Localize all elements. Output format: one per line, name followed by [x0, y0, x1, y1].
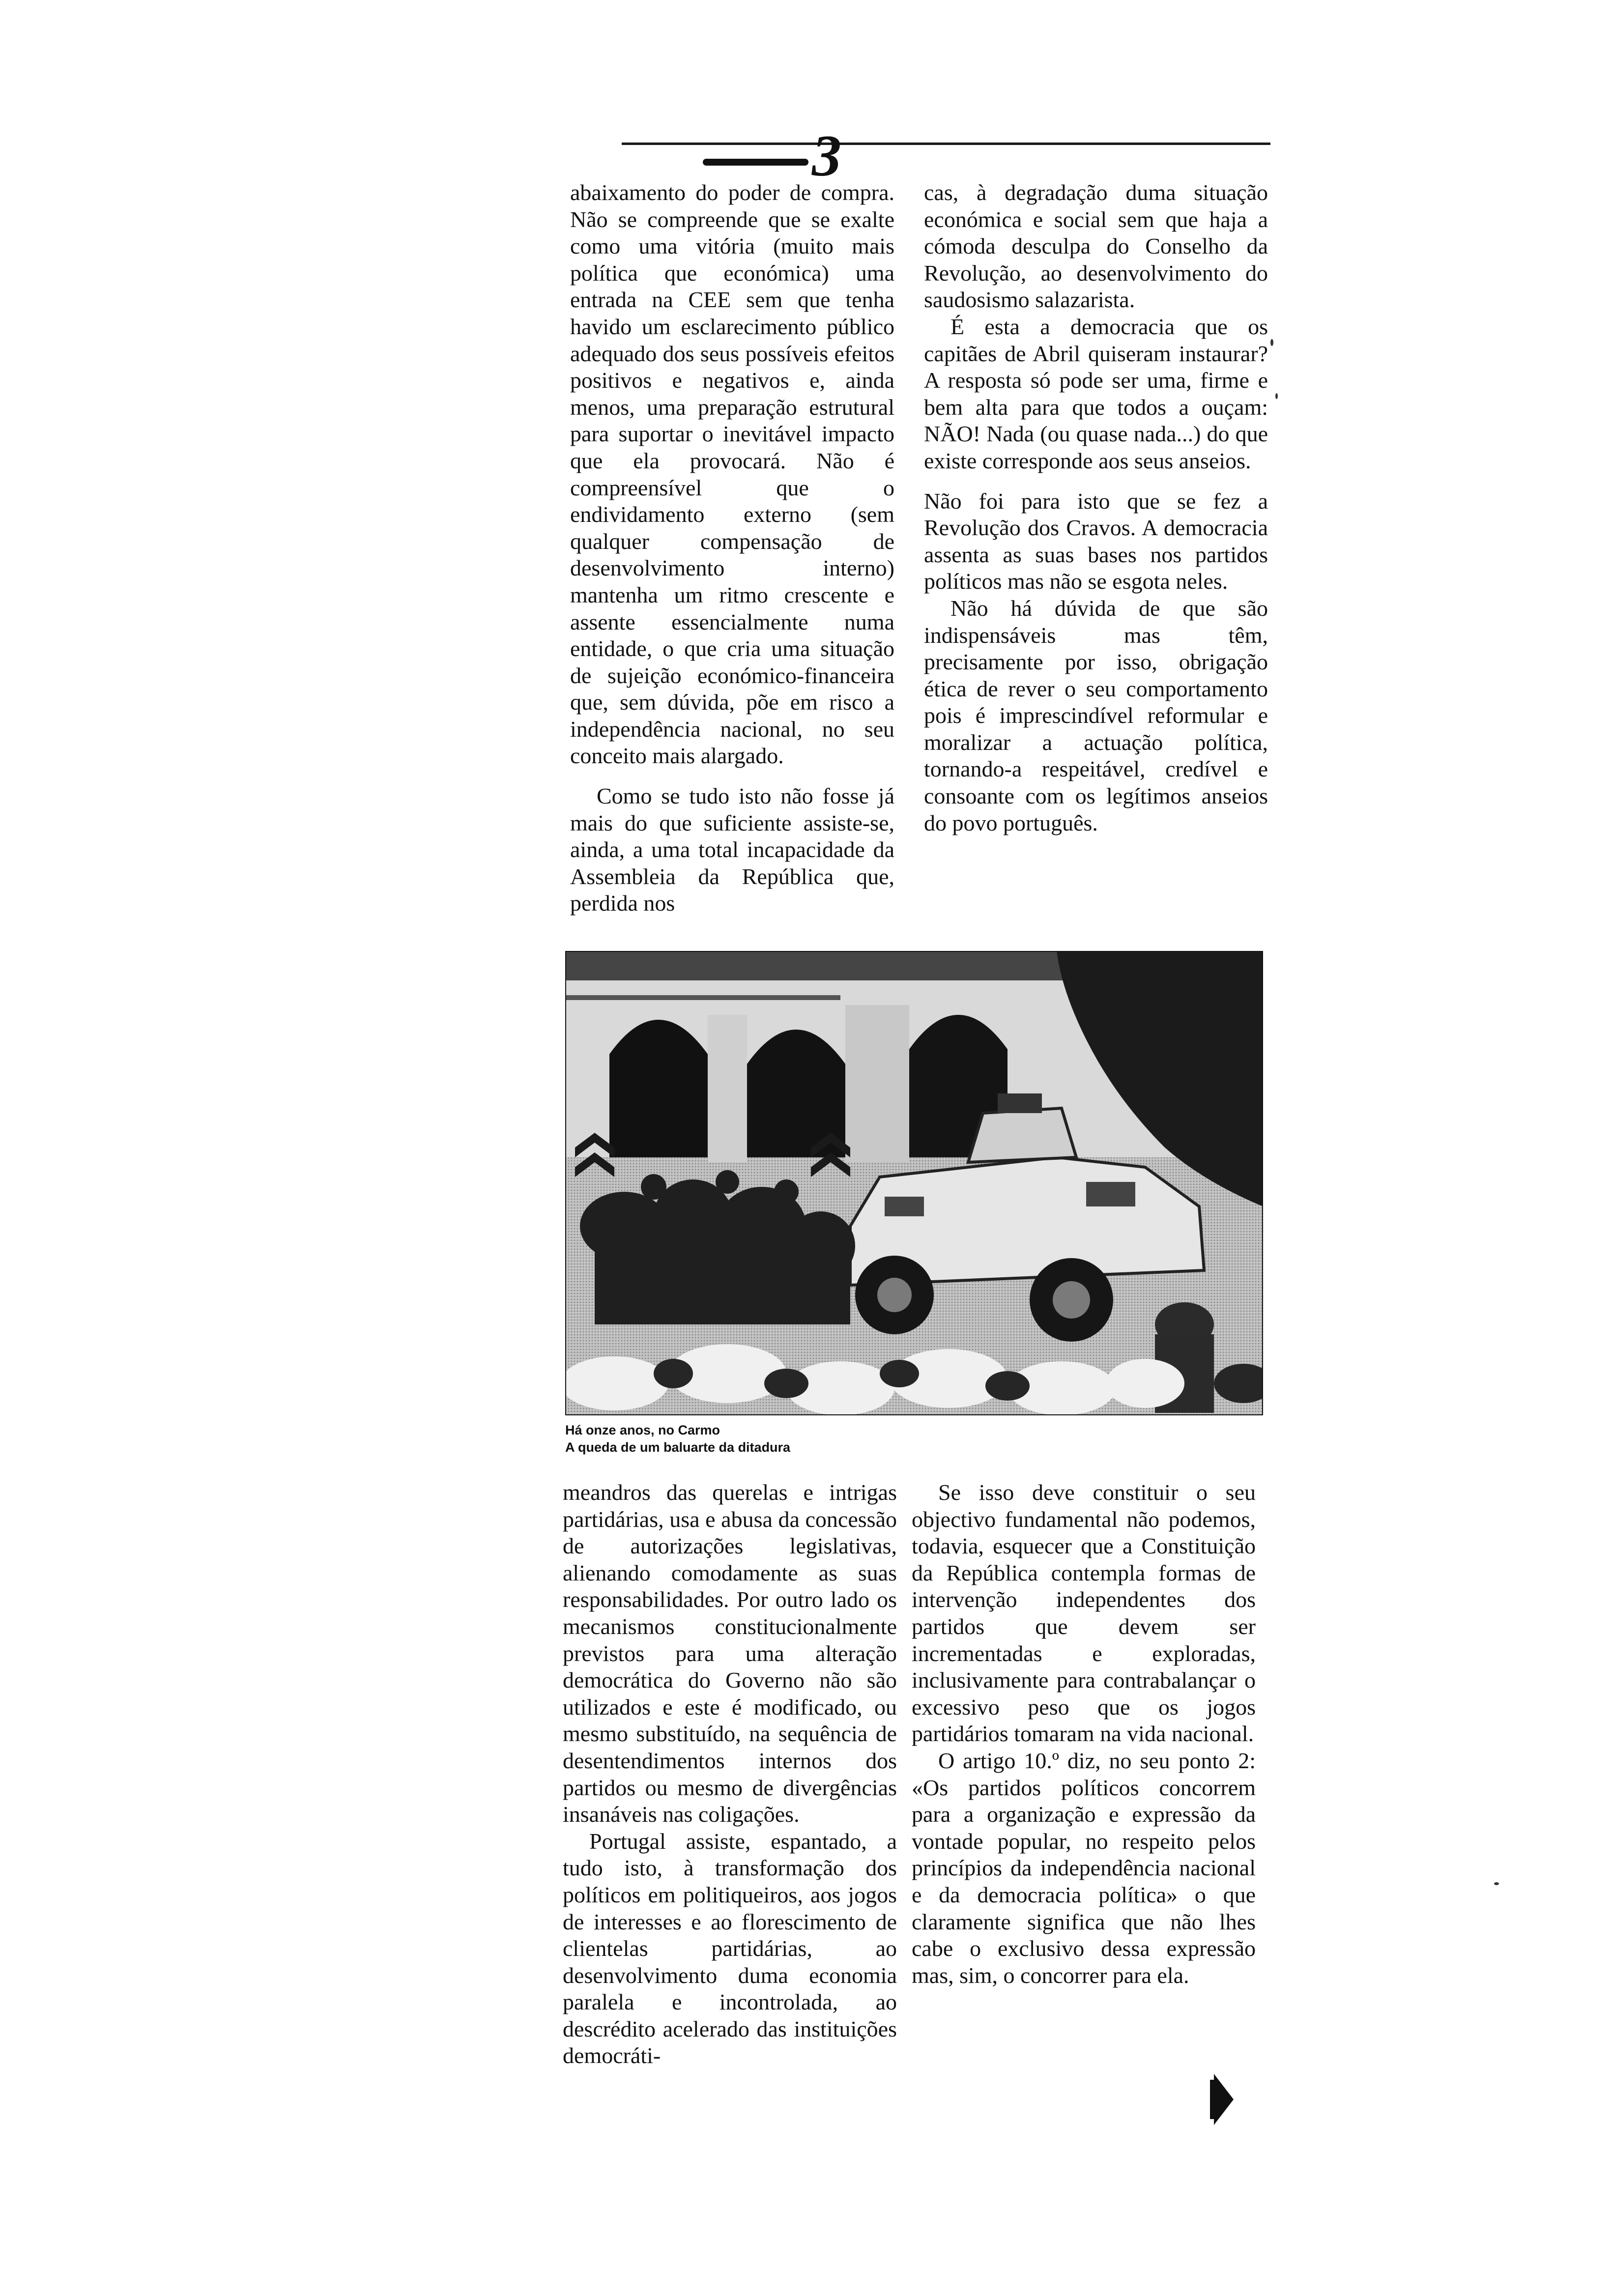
paragraph: abaixamento do poder de compra. Não se compreende que se exalte como uma vitória (muito mais política que económica) uma entrada na CEE sem que tenha havido um esclarecimento público adequado dos seus possíveis efeitos positivos e negativos e, ainda menos, uma preparação estrutural para suportar o inevitável impacto que ela provocará. Não é compreensível que o endividamento externo (sem qualquer compensação de desenvolvimento interno) mantenha um ritmo crescente e assente essencialmente numa entidade, o que cria uma situação de sujeição económico-financeira que, sem dúvida, põe em risco a independência nacional, no seu conceito mais alargado.	[570, 180, 894, 769]
paragraph: O artigo 10.º diz, no seu ponto 2: «Os partidos políticos concorrem para a organização e expressão da vontade popular, no respeito pelos princípios da independência nacional e da democracia política» o que claramente significa que não lhes cabe o exclusivo dessa expressão mas, sim, o concorrer para ela.	[912, 1748, 1256, 1988]
caption-line-1: Há onze anos, no Carmo	[565, 1423, 720, 1437]
article-column-bottom-right	[912, 1479, 1256, 1989]
photo-illustration	[565, 951, 1263, 1415]
paragraph: cas, à degradação duma situação económica e social sem que haja a cómoda desculpa do Conselho da Revolução, ao desenvolvimento do saudosismo salazarista.	[924, 180, 1268, 313]
paragraph: Não há dúvida de que são indispensáveis mas têm, precisamente por isso, obrigação ética de rever o seu comportamento pois é imprescindível reformular e moralizar a actuação política, tornando-a respeitável, credível e consoante com os legítimos anseios do povo português.	[924, 595, 1268, 835]
article-column-top-right	[924, 179, 1268, 836]
photo-caption	[565, 1422, 958, 1456]
scan-speck	[1275, 393, 1278, 399]
caption-line-2: A queda de um baluarte da ditadura	[565, 1440, 791, 1455]
continue-arrow-icon	[1214, 2074, 1234, 2125]
page-number-dash	[703, 159, 808, 166]
paragraph: Se isso deve constituir o seu objectivo fundamental não podemos, todavia, esquecer que a Constituição da República contempla formas de intervenção independentes dos partidos que devem ser incrementadas e exploradas, inclusivamente para contrabalançar o excessivo peso que os jogos partidários tomaram na vida nacional.	[912, 1480, 1256, 1747]
paragraph: meandros das querelas e intrigas partidárias, usa e abusa da concessão de autorizações legislativas, alienando comodamente as suas responsabilidades. Por outro lado os mecanismos constitucionalmente previstos para uma alteração democrática do Governo não são utilizados e este é modificado, ou mesmo substituído, na sequência de desentendimentos internos dos partidos ou mesmo de divergências insanáveis nas coligações.	[563, 1480, 897, 1827]
scan-speck	[1494, 1882, 1499, 1885]
news-photo-armoured-car-at-carmo	[565, 951, 1263, 1415]
article-column-top-left	[570, 179, 894, 917]
paragraph: Portugal assiste, espantado, a tudo isto, à transformação dos políticos em politiqueiros, aos jogos de interesses e ao florescimento de clientelas partidárias, ao desenvolvimento duma economia paralela e incontrolada, ao descrédito acelerado das instituições democráti-	[563, 1828, 897, 2068]
page-number: 3	[812, 123, 841, 188]
paragraph: É esta a democracia que os capitães de Abril quiseram instaurar? A resposta só pode ser uma, firme e bem alta para que todos a ouçam: NÃO! Nada (ou quase nada...) do que existe corresponde aos seus anseios.	[924, 314, 1268, 473]
paragraph: Não foi para isto que se fez a Revolução dos Cravos. A democracia assenta as suas bases nos partidos políticos mas não se esgota neles.	[924, 488, 1268, 594]
paragraph: Como se tudo isto não fosse já mais do que suficiente assiste-se, ainda, a uma total incapacidade da Assembleia da República que, perdida nos	[570, 783, 894, 916]
continue-arrow-stem	[1210, 2080, 1214, 2119]
article-column-bottom-left	[563, 1479, 897, 2069]
scan-speck	[1270, 339, 1273, 346]
